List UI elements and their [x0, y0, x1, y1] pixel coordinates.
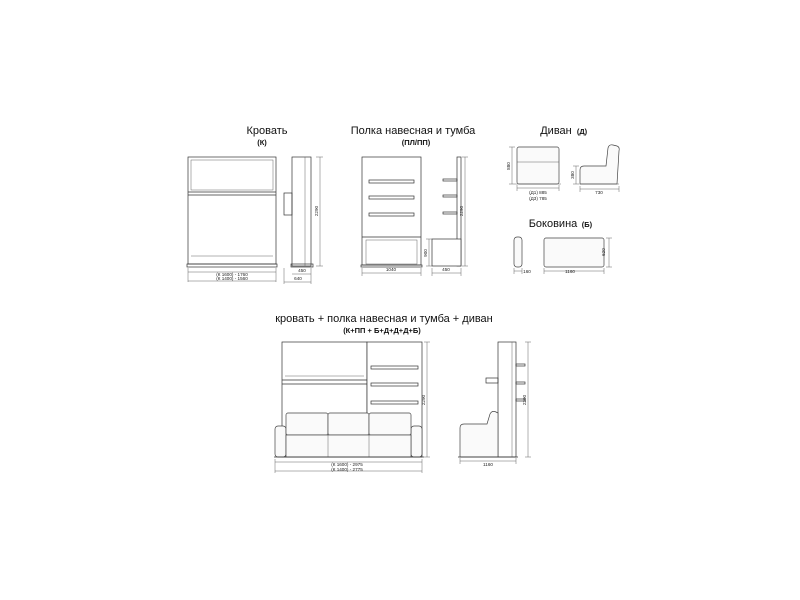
side-code: (Б): [581, 220, 593, 229]
side-title: Боковина: [528, 218, 578, 230]
combo-side-view: [458, 342, 525, 457]
shelf-title: Полка навесная и тумба: [350, 125, 476, 137]
sofa-height: 880: [506, 162, 511, 170]
shelf-width-dimension: [362, 267, 421, 276]
bed-width-k1400: (К 1400) - 1560: [216, 276, 248, 281]
combo-width-k1400: (К 1400) - 2775: [331, 467, 363, 472]
sofa-front-view: [515, 147, 561, 184]
sofa-width-dimension: [517, 185, 559, 201]
combo-side-height: 2290: [522, 394, 527, 406]
bed-depth-closed: 450: [298, 268, 306, 273]
bed-code: (К): [257, 138, 267, 147]
bed-depth-dimension: [284, 268, 311, 284]
shelf-side-view: [432, 157, 461, 266]
bed-height-dimension: [314, 157, 323, 266]
shelf-width: 1040: [385, 267, 397, 272]
sofa-side-view: [580, 145, 619, 184]
side-side-view: [544, 238, 604, 267]
combo-side-height-dimension: [522, 342, 531, 457]
bed-depth-total: 640: [294, 276, 302, 281]
shelf-cabinet-height: 900: [423, 249, 428, 257]
side-length: 1160: [565, 269, 575, 274]
sofa-width-d1: (Д1) 885: [529, 190, 547, 195]
sofa-depth: 730: [595, 190, 603, 195]
sofa-height-dimension: [506, 147, 515, 184]
bed-front-view: [187, 157, 277, 267]
shelf-height: 2290: [459, 205, 464, 217]
bed-width-dimension: [188, 268, 276, 282]
combo-width-dimension: [275, 459, 422, 473]
sofa-seat-height-dimension: [570, 166, 579, 184]
shelf-code: (ПЛ/ПП): [401, 138, 431, 147]
side-length-dimension: [544, 268, 604, 274]
sofa-seat-height: 380: [570, 171, 575, 179]
side-front-view: [514, 237, 522, 267]
bed-height: 2290: [314, 205, 319, 217]
side-height: 620: [601, 248, 606, 256]
side-width: 160: [523, 269, 531, 274]
shelf-depth: 450: [442, 267, 450, 272]
sofa-code: (Д): [576, 127, 588, 136]
combo-code: (К+ПП + Б+Д+Д+Д+Б): [343, 326, 421, 335]
combo-depth-dimension: [460, 458, 516, 467]
shelf-front-view: [361, 157, 422, 267]
sofa-depth-dimension: [580, 186, 619, 195]
bed-width-k1600: (К 1600) - 1760: [216, 272, 248, 277]
shelf-depth-dimension: [432, 267, 461, 276]
combo-height: 2290: [421, 394, 426, 406]
side-width-dimension: [514, 268, 531, 274]
combo-width-k1600: (К 1600) - 2975: [331, 462, 363, 467]
combo-title: кровать + полка навесная и тумба + диван: [275, 313, 493, 325]
sofa-title: Диван: [540, 125, 572, 137]
shelf-cabinet-height-dimension: [423, 239, 432, 266]
bed-title: Кровать: [246, 125, 288, 137]
combo-depth: 1160: [483, 462, 493, 467]
bed-side-view: [284, 157, 313, 267]
sofa-width-d3: (Д3) 785: [529, 196, 547, 201]
combo-front-view: [274, 342, 424, 457]
